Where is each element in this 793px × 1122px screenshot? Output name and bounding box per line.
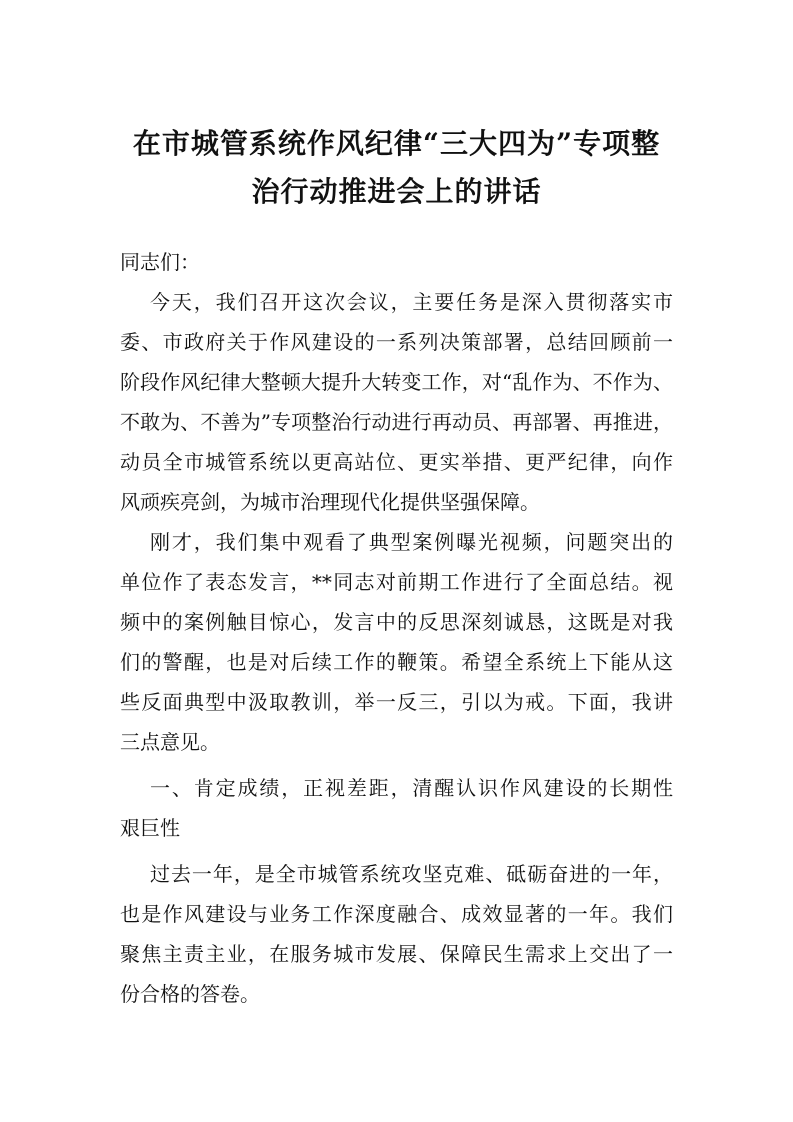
text-line: 刚才，我们集中观看了典型案例曝光视频，问题突出的 (150, 530, 673, 554)
text-line: 也是作风建设与业务工作深度融合、成效显著的一年。我们 (120, 902, 673, 926)
section-heading (120, 768, 673, 848)
text-line: 今天，我们召开这次会议，主要任务是深入贯彻落实市 (150, 290, 673, 314)
text-line: 们的警醒，也是对后续工作的鞭策。希望全系统上下能从这 (120, 650, 673, 674)
text-line: 些反面典型中汲取教训，举一反三，引以为戒。下面，我讲 (120, 690, 673, 714)
text-line: 聚焦主责主业，在服务城市发展、保障民生需求上交出了一 (120, 942, 673, 966)
title-line: 治行动推进会上的讲话 (251, 175, 542, 208)
text-line: 同志们： (120, 250, 200, 274)
document-body (120, 242, 673, 1014)
text-line: 动员全市城管系统以更高站位、更实举措、更严纪律，向作 (120, 450, 673, 474)
paragraph (120, 854, 673, 1014)
paragraph (120, 282, 673, 522)
text-line: 单位作了表态发言，**同志对前期工作进行了全面总结。视 (120, 570, 673, 594)
paragraph (120, 522, 673, 762)
title-line: 在市城管系统作风纪律“三大四为”专项整 (132, 127, 661, 160)
text-line: 份合格的答卷。 (120, 982, 260, 1006)
document-title (100, 120, 693, 216)
text-line: 不敢为、不善为”专项整治行动进行再动员、再部署、再推进， (120, 410, 673, 434)
text-line: 三点意见。 (120, 730, 220, 754)
text-line: 过去一年，是全市城管系统攻坚克难、砥砺奋进的一年， (150, 862, 673, 886)
text-line: 一、肯定成绩，正视差距，清醒认识作风建设的长期性 (150, 776, 673, 800)
salutation (120, 242, 673, 282)
text-line: 委、市政府关于作风建设的一系列决策部署，总结回顾前一 (120, 330, 673, 354)
text-line: 频中的案例触目惊心，发言中的反思深刻诚恳，这既是对我 (120, 610, 673, 634)
text-line: 艰巨性 (120, 816, 180, 840)
text-line: 阶段作风纪律大整顿大提升大转变工作，对“乱作为、不作为、 (120, 370, 673, 394)
text-line: 风顽疾亮剑，为城市治理现代化提供坚强保障。 (120, 490, 540, 514)
